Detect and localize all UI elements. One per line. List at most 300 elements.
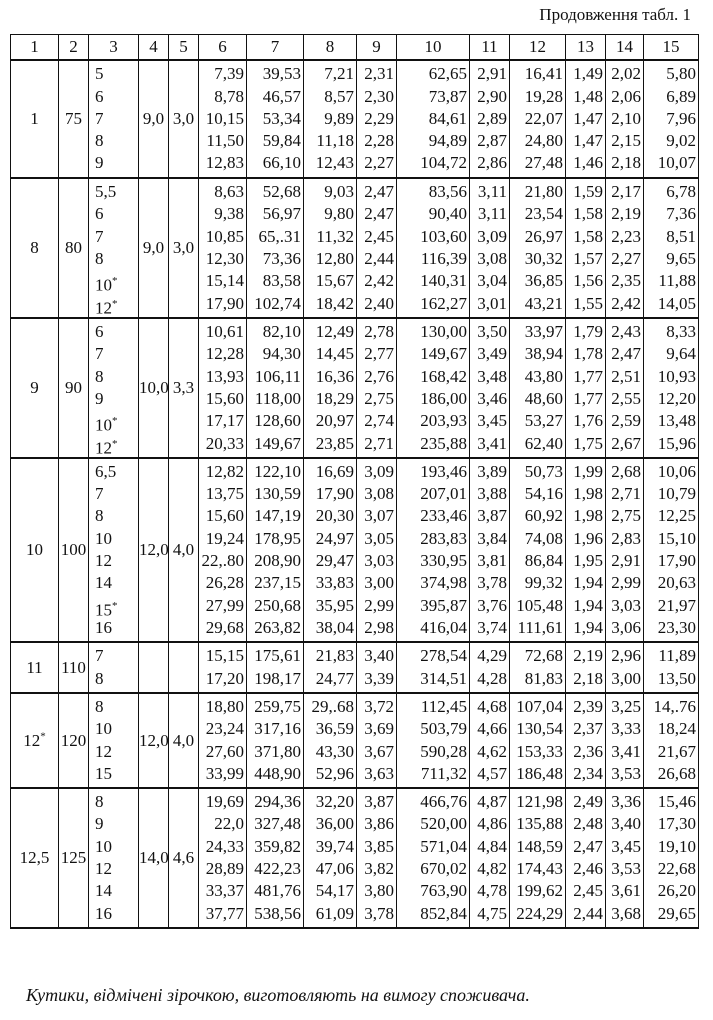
table-cell: 18,29 — [315, 389, 354, 408]
table-cell: 2,96 — [611, 646, 641, 666]
cell-col12 — [510, 693, 566, 788]
table-cell: 66,10 — [262, 153, 301, 173]
size-value: 9 — [95, 153, 104, 173]
table-cell: 3,39 — [364, 668, 394, 688]
size-value: 14 — [95, 881, 112, 901]
table-cell: 3,74 — [477, 617, 507, 637]
cell-value: 3,0 — [172, 238, 195, 257]
table-cell: 4,78 — [477, 881, 507, 901]
table-cell: 23,30 — [657, 617, 696, 637]
table-cell: 22,07 — [524, 108, 563, 128]
table-cell: 12,83 — [205, 153, 244, 173]
table-cell: 39,74 — [315, 836, 354, 856]
table-cell: 20,63 — [657, 573, 696, 593]
cell-col12 — [510, 178, 566, 318]
table-cell: 186,00 — [420, 389, 467, 408]
table-cell: 3,88 — [477, 484, 507, 504]
size-value: 16 — [95, 617, 112, 637]
header-row — [11, 35, 699, 61]
table-cell: 3,09 — [477, 226, 507, 246]
table-cell: 50,73 — [524, 461, 563, 481]
cell-value: 4,6 — [172, 848, 195, 867]
cell-col6 — [199, 458, 247, 642]
table-cell: 1,78 — [573, 344, 603, 364]
cell-col2 — [59, 60, 89, 178]
table-cell: 14,45 — [315, 344, 354, 364]
table-cell: 1,98 — [573, 484, 603, 504]
table-cell: 35,95 — [315, 595, 354, 615]
cell-col1 — [11, 642, 59, 693]
table-cell: 1,56 — [573, 271, 603, 291]
table-cell: 2,23 — [611, 226, 641, 246]
cell-col8 — [304, 60, 357, 178]
table-cell: 4,86 — [477, 814, 507, 834]
table-cell: 15,67 — [315, 271, 354, 291]
cell-col4 — [139, 178, 169, 318]
table-cell: 15,14 — [205, 271, 244, 291]
table-cell: 374,98 — [420, 573, 467, 593]
table-row — [11, 788, 699, 928]
cell-col2 — [59, 693, 89, 788]
table-cell: 263,82 — [254, 617, 301, 637]
table-cell: 29,47 — [315, 551, 354, 570]
table-cell: 9,38 — [214, 204, 244, 224]
table-cell: 2,47 — [364, 182, 394, 202]
table-cell: 8,33 — [666, 322, 696, 342]
table-cell: 193,46 — [420, 461, 467, 481]
cell-col9 — [357, 788, 397, 928]
table-cell: 571,04 — [420, 836, 467, 856]
table-cell: 3,08 — [364, 484, 394, 504]
cell-value: 10,0 — [139, 378, 169, 397]
table-cell: 162,27 — [420, 293, 467, 313]
table-cell: 61,09 — [315, 903, 354, 923]
table-cell: 107,04 — [516, 696, 563, 716]
column-header: 15 — [644, 35, 699, 61]
size-value: 5,5 — [95, 182, 117, 202]
cell-col9 — [357, 458, 397, 642]
table-cell: 208,90 — [254, 551, 301, 570]
table-cell: 135,88 — [516, 814, 563, 834]
table-cell: 10,93 — [657, 366, 696, 386]
table-cell: 2,44 — [573, 903, 603, 923]
table-cell: 27,99 — [205, 595, 244, 615]
table-cell: 9,65 — [666, 249, 696, 268]
table-cell: 148,59 — [516, 836, 563, 856]
table-cell: 317,16 — [254, 719, 301, 739]
size-value: 12* — [95, 437, 118, 458]
table-cell: 1,94 — [573, 617, 603, 637]
table-cell: 330,95 — [420, 551, 467, 570]
size-value: 8 — [95, 366, 104, 386]
table-cell: 3,45 — [477, 411, 507, 431]
cell-col14 — [606, 788, 644, 928]
table-cell: 3,67 — [364, 741, 394, 761]
table-cell: 2,42 — [364, 271, 394, 291]
table-cell: 416,04 — [420, 617, 467, 637]
table-cell: 62,65 — [428, 64, 467, 84]
table-cell: 6,89 — [666, 86, 696, 106]
table-cell: 99,32 — [524, 573, 563, 593]
table-cell: 2,77 — [364, 344, 394, 364]
table-row — [11, 642, 699, 693]
size-value: 10 — [95, 528, 112, 548]
table-cell: 237,15 — [254, 573, 301, 593]
table-cell: 3,78 — [477, 573, 507, 593]
cell-col11 — [470, 318, 510, 458]
table-cell: 3,85 — [364, 836, 394, 856]
table-cell: 11,50 — [206, 131, 244, 151]
table-cell: 2,78 — [364, 322, 394, 342]
data-table — [10, 34, 699, 929]
table-cell: 20,30 — [315, 506, 354, 526]
cell-value: 12* — [23, 730, 46, 750]
table-cell: 3,00 — [611, 668, 641, 688]
table-cell: 24,77 — [315, 668, 354, 688]
table-cell: 3,46 — [477, 389, 507, 408]
size-value: 16 — [95, 903, 112, 923]
table-cell: 1,98 — [573, 506, 603, 526]
table-cell: 670,02 — [420, 859, 467, 878]
cell-value: 100 — [60, 540, 87, 559]
column-header: 12 — [510, 35, 566, 61]
table-cell: 4,57 — [477, 763, 507, 783]
table-cell: 20,33 — [205, 433, 244, 453]
table-cell: 3,53 — [611, 859, 641, 878]
table-cell: 278,54 — [420, 646, 467, 666]
cell-col1 — [11, 458, 59, 642]
table-cell: 3,53 — [611, 763, 641, 783]
table-cell: 3,48 — [477, 366, 507, 386]
table-cell: 4,68 — [477, 696, 507, 716]
table-cell: 2,47 — [573, 836, 603, 856]
table-cell: 17,20 — [205, 668, 244, 688]
table-cell: 1,79 — [573, 322, 603, 342]
cell-col4 — [139, 458, 169, 642]
table-cell: 4,62 — [477, 741, 507, 761]
cell-col4 — [139, 318, 169, 458]
cell-col7 — [247, 642, 304, 693]
cell-col9 — [357, 318, 397, 458]
table-cell: 15,46 — [657, 792, 696, 812]
size-value: 15* — [95, 599, 118, 620]
cell-col12 — [510, 642, 566, 693]
table-cell: 8,57 — [324, 86, 354, 106]
table-cell: 7,36 — [666, 204, 696, 224]
table-cell: 466,76 — [420, 792, 467, 812]
table-cell: 27,48 — [524, 153, 563, 173]
cell-col15 — [644, 60, 699, 178]
table-cell: 18,80 — [205, 696, 244, 716]
table-cell: 47,06 — [315, 859, 354, 878]
table-cell: 3,41 — [477, 433, 507, 453]
table-cell: 147,19 — [254, 506, 301, 526]
table-cell: 2,43 — [611, 322, 641, 342]
size-value: 12 — [95, 551, 112, 570]
cell-value: 9 — [30, 378, 39, 397]
table-cell: 2,48 — [573, 814, 603, 834]
table-cell: 294,36 — [254, 792, 301, 812]
table-cell: 12,49 — [315, 322, 354, 342]
table-cell: 72,68 — [524, 646, 563, 666]
table-cell: 10,79 — [657, 484, 696, 504]
table-cell: 1,77 — [573, 389, 603, 408]
table-cell: 2,30 — [364, 86, 394, 106]
cell-col11 — [470, 693, 510, 788]
size-value: 6 — [95, 322, 104, 342]
table-cell: 4,82 — [477, 859, 507, 878]
table-cell: 3,11 — [477, 204, 507, 224]
table-cell: 27,60 — [205, 741, 244, 761]
table-cell: 2,17 — [611, 182, 641, 202]
table-cell: 1,99 — [573, 461, 603, 481]
table-cell: 3,09 — [364, 461, 394, 481]
table-cell: 10,85 — [205, 226, 244, 246]
cell-value: 120 — [60, 730, 87, 750]
cell-value: 14,0 — [139, 848, 169, 867]
table-cell: 2,02 — [611, 64, 641, 84]
table-cell: 2,18 — [611, 153, 641, 173]
table-cell: 2,37 — [573, 719, 603, 739]
table-cell: 29,65 — [657, 903, 696, 923]
table-cell: 2,36 — [573, 741, 603, 761]
column-header: 4 — [139, 35, 169, 61]
table-cell: 5,80 — [666, 64, 696, 84]
table-cell: 3,41 — [611, 741, 641, 761]
table-cell: 1,75 — [573, 433, 603, 453]
table-cell: 22,68 — [657, 859, 696, 878]
table-cell: 26,20 — [657, 881, 696, 901]
cell-col10 — [397, 178, 470, 318]
cell-value: 9,0 — [142, 109, 165, 128]
table-cell: 2,47 — [364, 204, 394, 224]
table-cell: 36,00 — [315, 814, 354, 834]
cell-col12 — [510, 318, 566, 458]
table-cell: 9,64 — [666, 344, 696, 364]
table-cell: 26,68 — [657, 763, 696, 783]
table-cell: 24,80 — [524, 131, 563, 151]
table-cell: 3,76 — [477, 595, 507, 615]
table-cell: 121,98 — [516, 792, 563, 812]
table-cell: 56,97 — [262, 204, 301, 224]
table-cell: 19,28 — [524, 86, 563, 106]
table-cell: 186,48 — [516, 763, 563, 783]
table-cell: 13,93 — [205, 366, 244, 386]
table-cell: 3,11 — [477, 182, 507, 202]
table-cell: 711,32 — [420, 763, 467, 783]
table-cell: 2,83 — [611, 528, 641, 548]
cell-col15 — [644, 642, 699, 693]
table-cell: 104,72 — [420, 153, 467, 173]
table-cell: 1,58 — [573, 204, 603, 224]
table-cell: 8,51 — [666, 226, 696, 246]
asterisk-mark: * — [112, 275, 118, 288]
table-cell: 2,10 — [611, 108, 641, 128]
table-cell: 4,29 — [477, 646, 507, 666]
table-cell: 83,58 — [262, 271, 301, 291]
cell-col1 — [11, 60, 59, 178]
table-cell: 2,46 — [573, 859, 603, 878]
table-cell: 26,97 — [524, 226, 563, 246]
table-cell: 3,25 — [611, 696, 641, 716]
table-cell: 3,49 — [477, 344, 507, 364]
column-header: 8 — [304, 35, 357, 61]
table-cell: 2,68 — [611, 461, 641, 481]
table-cell: 43,30 — [315, 741, 354, 761]
table-cell: 1,94 — [573, 573, 603, 593]
table-cell: 33,99 — [205, 763, 244, 783]
size-value: 15 — [95, 763, 112, 783]
table-cell: 103,60 — [420, 226, 467, 246]
cell-col9 — [357, 693, 397, 788]
table-cell: 37,77 — [205, 903, 244, 923]
table-cell: 503,79 — [420, 719, 467, 739]
table-cell: 12,30 — [205, 249, 244, 268]
cell-col2 — [59, 178, 89, 318]
table-cell: 4,66 — [477, 719, 507, 739]
cell-col6 — [199, 60, 247, 178]
table-cell: 83,56 — [428, 182, 467, 202]
table-cell: 149,67 — [420, 344, 467, 364]
cell-col13 — [566, 458, 606, 642]
table-cell: 2,19 — [611, 204, 641, 224]
size-value: 5 — [95, 64, 104, 84]
table-cell: 3,86 — [364, 814, 394, 834]
cell-col9 — [357, 178, 397, 318]
table-cell: 327,48 — [254, 814, 301, 834]
cell-col14 — [606, 318, 644, 458]
table-cell: 3,33 — [611, 719, 641, 739]
table-cell: 38,94 — [524, 344, 563, 364]
asterisk-mark: * — [112, 599, 118, 612]
table-cell: 395,87 — [420, 595, 467, 615]
table-row — [11, 178, 699, 318]
table-cell: 12,80 — [315, 249, 354, 268]
size-value: 8 — [95, 506, 104, 526]
cell-value: 75 — [65, 109, 82, 128]
table-cell: 1,55 — [573, 293, 603, 313]
table-cell: 3,03 — [611, 595, 641, 615]
table-cell: 16,36 — [315, 366, 354, 386]
table-cell: 283,83 — [420, 528, 467, 548]
table-cell: 3,08 — [477, 249, 507, 268]
table-cell: 12,25 — [657, 506, 696, 526]
table-cell: 2,49 — [573, 792, 603, 812]
cell-col14 — [606, 642, 644, 693]
table-caption: Продовження табл. 1 — [539, 5, 691, 24]
table-cell: 2,55 — [611, 389, 641, 408]
table-cell: 1,46 — [573, 153, 603, 173]
table-cell: 8,78 — [214, 86, 244, 106]
cell-value: 1 — [30, 109, 39, 128]
table-cell: 9,02 — [666, 131, 696, 151]
table-cell: 26,28 — [205, 573, 244, 593]
table-cell: 1,49 — [573, 64, 603, 84]
table-cell: 2,71 — [364, 433, 394, 453]
cell-col13 — [566, 693, 606, 788]
table-cell: 130,59 — [254, 484, 301, 504]
cell-col8 — [304, 318, 357, 458]
table-cell: 1,94 — [573, 595, 603, 615]
table-cell: 19,24 — [205, 528, 244, 548]
table-cell: 153,33 — [516, 741, 563, 761]
cell-col9 — [357, 642, 397, 693]
table-cell: 4,84 — [477, 836, 507, 856]
cell-col5 — [169, 60, 199, 178]
cell-col4 — [139, 693, 169, 788]
cell-col1 — [11, 178, 59, 318]
table-cell: 422,23 — [254, 859, 301, 878]
size-value: 6,5 — [95, 461, 117, 481]
table-cell: 90,40 — [428, 204, 467, 224]
column-header: 5 — [169, 35, 199, 61]
column-header: 6 — [199, 35, 247, 61]
table-cell: 12,82 — [205, 461, 244, 481]
size-value: 14 — [95, 573, 112, 593]
table-cell: 65,.31 — [258, 226, 301, 246]
table-cell: 3,68 — [611, 903, 641, 923]
table-cell: 2,71 — [611, 484, 641, 504]
table-cell: 94,30 — [262, 344, 301, 364]
cell-col8 — [304, 178, 357, 318]
table-cell: 4,28 — [477, 668, 507, 688]
table-cell: 86,84 — [524, 551, 563, 570]
table-cell: 19,69 — [205, 792, 244, 812]
table-cell: 2,45 — [364, 226, 394, 246]
cell-value: 80 — [65, 238, 82, 257]
table-cell: 23,24 — [205, 719, 244, 739]
table-cell: 359,82 — [254, 836, 301, 856]
table-cell: 19,10 — [657, 836, 696, 856]
table-row — [11, 60, 699, 178]
cell-col10 — [397, 458, 470, 642]
table-cell: 168,42 — [420, 366, 467, 386]
table-cell: 39,53 — [262, 64, 301, 84]
table-cell: 2,91 — [611, 551, 641, 570]
table-cell: 2,31 — [364, 64, 394, 84]
table-cell: 3,05 — [364, 528, 394, 548]
table-cell: 74,08 — [524, 528, 563, 548]
table-cell: 14,05 — [657, 293, 696, 313]
table-cell: 2,99 — [611, 573, 641, 593]
column-header: 7 — [247, 35, 304, 61]
table-cell: 2,27 — [611, 249, 641, 268]
table-cell: 111,61 — [517, 617, 563, 637]
asterisk-mark: * — [112, 437, 118, 450]
table-cell: 21,83 — [315, 646, 354, 666]
asterisk-mark: * — [40, 730, 46, 743]
cell-col5 — [169, 693, 199, 788]
table-cell: 22,.80 — [201, 551, 244, 570]
table-cell: 3,78 — [364, 903, 394, 923]
table-cell: 20,97 — [315, 411, 354, 431]
table-cell: 538,56 — [254, 903, 301, 923]
table-cell: 2,28 — [364, 131, 394, 151]
table-cell: 2,27 — [364, 153, 394, 173]
table-cell: 10,07 — [657, 153, 696, 173]
table-cell: 128,60 — [254, 411, 301, 431]
table-cell: 43,80 — [524, 366, 563, 386]
table-cell: 448,90 — [254, 763, 301, 783]
cell-col8 — [304, 788, 357, 928]
table-cell: 2,29 — [364, 108, 394, 128]
table-cell: 224,29 — [516, 903, 563, 923]
table-cell: 198,17 — [254, 668, 301, 688]
table-cell: 11,18 — [316, 131, 354, 151]
table-cell: 233,46 — [420, 506, 467, 526]
column-header: 13 — [566, 35, 606, 61]
cell-value: 11 — [26, 657, 43, 677]
